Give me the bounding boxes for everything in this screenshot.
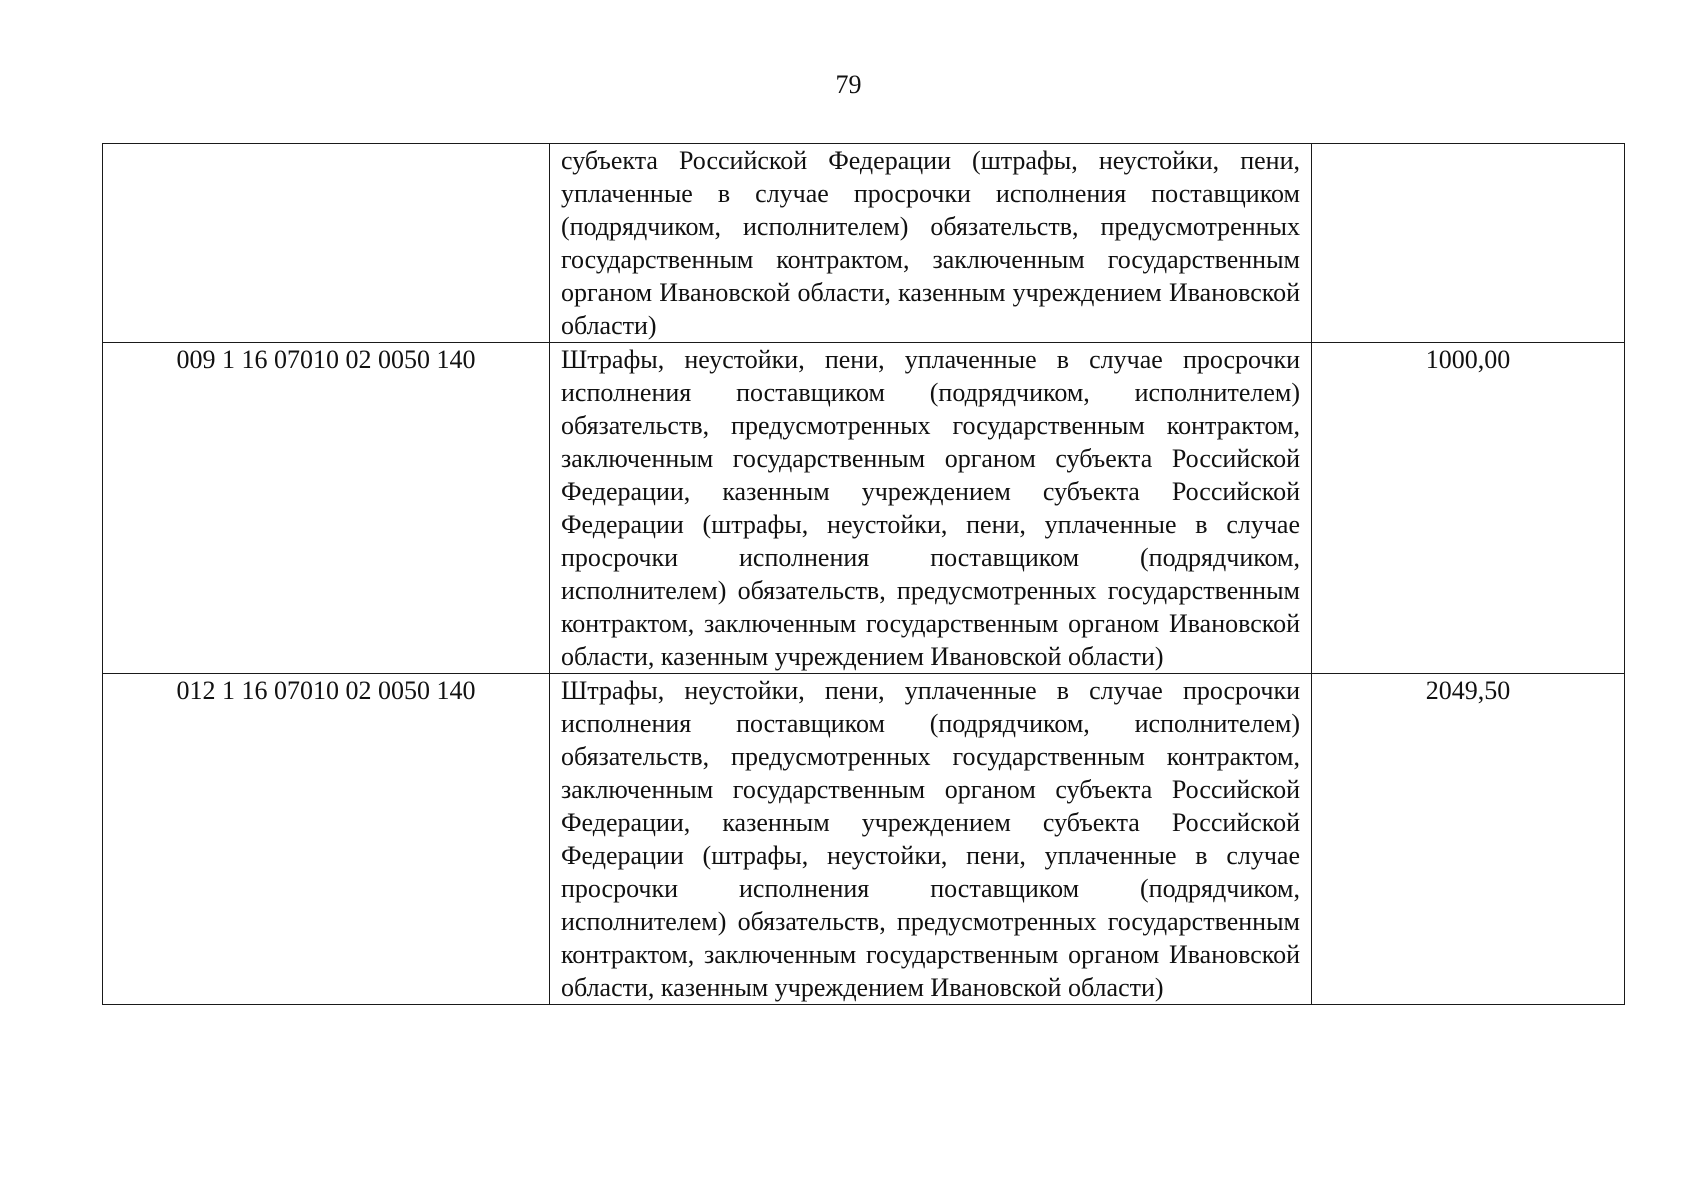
budget-code-cell: 012 1 16 07010 02 0050 140 xyxy=(103,674,550,1005)
description-cell: субъекта Российской Федерации (штрафы, неустойки, пени, уплаченные в случае просрочки исполнения поставщиком (подрядчиком, исполнителем) обязательств, предусмотренных государственным контрактом, заключенным государственным органом Ивановской области, казенным учреждением Ивановской области) xyxy=(550,144,1312,343)
table-row xyxy=(103,343,1625,674)
description-cell: Штрафы, неустойки, пени, уплаченные в случае просрочки исполнения поставщиком (подрядчиком, исполнителем) обязательств, предусмотренных государственным контрактом, заключенным государственным органом субъекта Российской Федерации, казенным учреждением субъекта Российской Федерации (штрафы, неустойки, пени, уплаченные в случае просрочки исполнения поставщиком (подрядчиком, исполнителем) обязательств, предусмотренных государственным контрактом, заключенным государственным органом Ивановской области, казенным учреждением Ивановской области) xyxy=(550,674,1312,1005)
table-row xyxy=(103,674,1625,1005)
amount-cell xyxy=(1312,144,1625,343)
budget-code-cell: 009 1 16 07010 02 0050 140 xyxy=(103,343,550,674)
amount-cell: 1000,00 xyxy=(1312,343,1625,674)
budget-code-cell xyxy=(103,144,550,343)
page-number: 79 xyxy=(835,70,862,99)
table-row xyxy=(103,144,1625,343)
description-cell: Штрафы, неустойки, пени, уплаченные в случае просрочки исполнения поставщиком (подрядчиком, исполнителем) обязательств, предусмотренных государственным контрактом, заключенным государственным органом субъекта Российской Федерации, казенным учреждением субъекта Российской Федерации (штрафы, неустойки, пени, уплаченные в случае просрочки исполнения поставщиком (подрядчиком, исполнителем) обязательств, предусмотренных государственным контрактом, заключенным государственным органом Ивановской области, казенным учреждением Ивановской области) xyxy=(550,343,1312,674)
amount-cell: 2049,50 xyxy=(1312,674,1625,1005)
revenue-table xyxy=(102,143,1625,1005)
